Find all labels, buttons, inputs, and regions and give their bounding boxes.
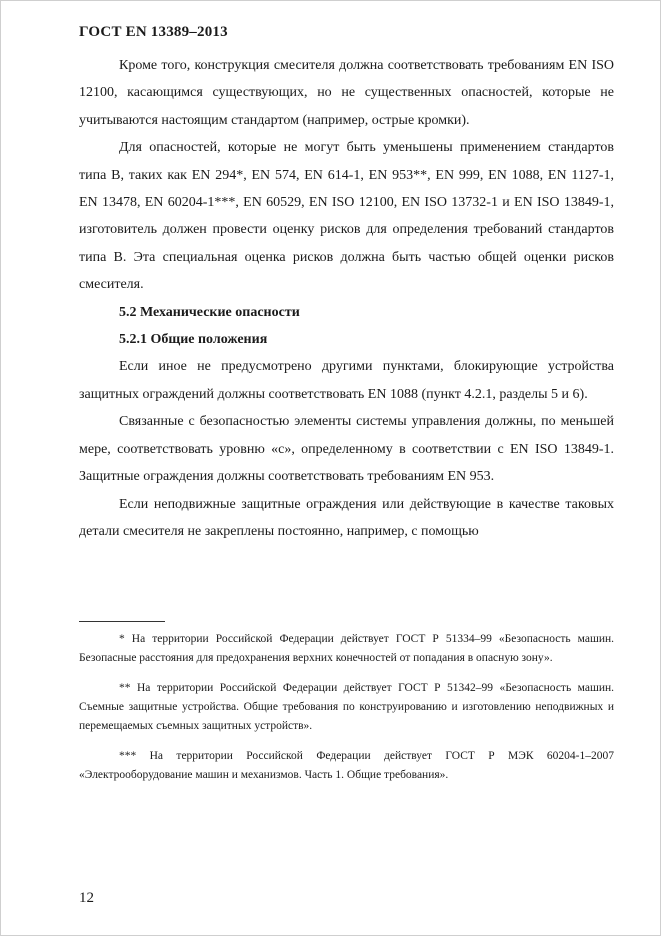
footnote-separator (79, 621, 165, 622)
footnotes (79, 630, 614, 796)
footnote-1: * На территории Российской Федерации действует ГОСТ Р 51334–99 «Безопасность машин. Безопасные расстояния для предохранения верхних конечностей от попадания в опасную зону». (79, 633, 614, 664)
paragraph-control-system: Связанные с безопасностью элементы системы управления должны, по меньшей мере, соответствовать уровню «с», определенному в соответствии с EN ISO 13849-1. Защитные ограждения должны соответствовать требованиям EN 953. (79, 414, 614, 485)
paragraph-interlocking-devices: Если иное не предусмотрено другими пунктами, блокирующие устройства защитных ограждений должны соответствовать EN 1088 (пункт 4.2.1, разделы 5 и 6). (79, 359, 614, 402)
paragraph-type-b-standards: Для опасностей, которые не могут быть уменьшены применением стандартов типа B, таких как EN 294*, EN 574, EN 614-1, EN 953**, EN 999, EN 1088, EN 1127-1, EN 13478, EN 60204-1***, EN 60529, EN ISO 12100, EN ISO 13732-1 и EN ISO 13849-1, изготовитель должен провести оценку рисков для определения требований стандартов типа B. Эта специальная оценка рисков должна быть частью общей оценки рисков смесителя. (79, 140, 614, 293)
footnote-2: ** На территории Российской Федерации действует ГОСТ Р 51342–99 «Безопасность машин. Съемные защитные устройства. Общие требования по конструированию и изготовлению неподвижных и перемещаемых съемных защитных устройств». (79, 682, 614, 732)
paragraph-existing-hazards: Кроме того, конструкция смесителя должна соответствовать требованиям EN ISO 12100, касающимся существующих, но не существенных опасностей, которые не учитываются настоящим стандартом (например, острые кромки). (79, 58, 614, 128)
section-heading-5-2-1: 5.2.1 Общие положения (119, 332, 268, 348)
section-heading-5-2: 5.2 Механические опасности (119, 304, 300, 320)
main-text (79, 52, 614, 545)
document-header: ГОСТ EN 13389–2013 (79, 24, 228, 40)
paragraph-fixed-guards: Если неподвижные защитные ограждения или действующие в качестве таковых детали смесителя не закреплены постоянно, например, с помощью (79, 496, 614, 539)
footnote-3: *** На территории Российской Федерации действует ГОСТ Р МЭК 60204-1–2007 «Электрооборудование машин и механизмов. Часть 1. Общие требования». (79, 750, 614, 781)
page-number: 12 (79, 890, 94, 906)
